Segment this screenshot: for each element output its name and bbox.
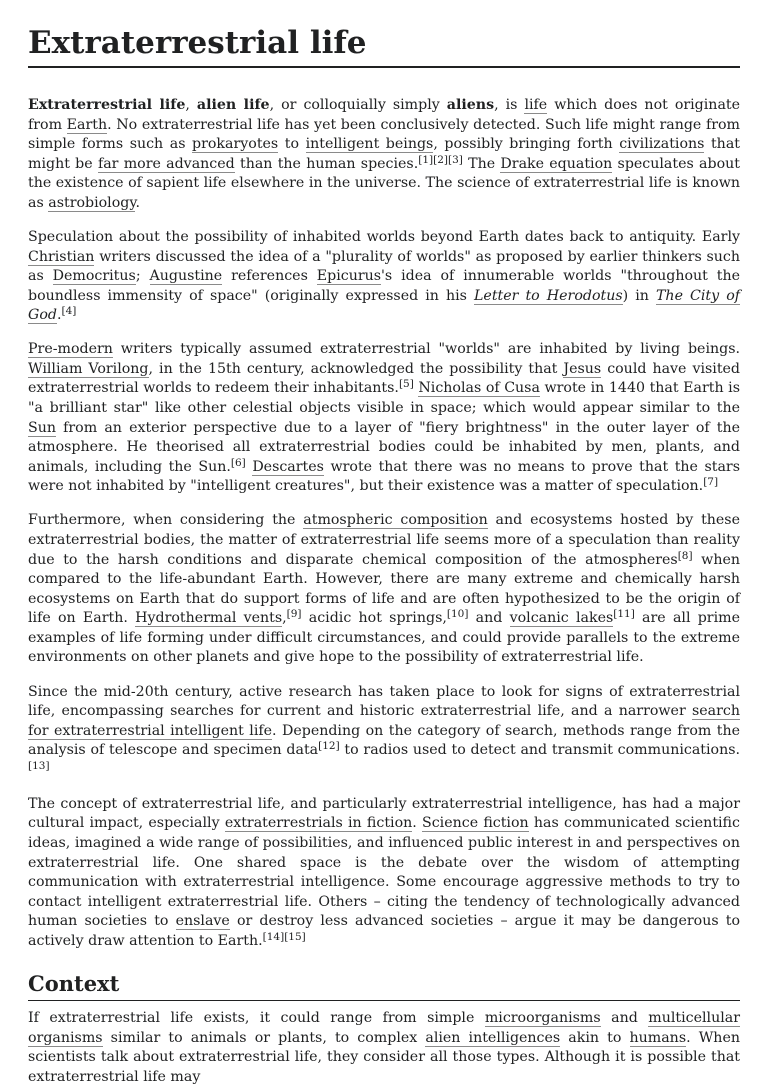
article-link[interactable]: intelligent beings [305,136,434,153]
reference-link[interactable]: [4] [61,305,77,318]
paragraph [28,1009,740,1087]
bold-term: alien life [196,97,270,113]
paragraph [28,228,740,326]
reference-link[interactable]: [9] [286,608,302,621]
text-run: . Depending on the category of search, methods range from the analysis of telescope and specimen data [28,722,740,759]
reference-link[interactable]: [6] [230,456,246,469]
reference-link[interactable]: [1] [418,153,434,166]
reference-link[interactable]: [12] [318,740,340,753]
text-run: are all prime examples of life forming under difficult circumstances, and could provide parallels to the extreme environments on other planets and give hope to the possibility of extraterrestrial life. [28,610,740,666]
text-run: than the human species. [234,155,419,172]
text-run: and [468,610,510,627]
text-run: and [600,1010,649,1027]
text-run: speculates about the existence of sapient life elsewhere in the universe. The science of extraterrestrial life is known as [28,155,740,211]
section-heading: Context [28,971,740,1001]
article-link[interactable]: search for extraterrestrial intelligent life [28,703,740,739]
text-run: 's idea of innumerable worlds "throughout the boundless immensity of space" (originally expressed in his [28,268,741,304]
text-run: The [462,155,501,172]
text-run: The concept of extraterrestrial life, and particularly extraterrestrial intelligence, has had a major cultural impact, especially [28,795,740,832]
text-run: . [412,815,423,832]
text-run: from an exterior perspective due to a layer of "fiery brightness" in the outer layer of the atmosphere. He theorised all extraterrestrial bodies could be inhabited by men, plants, and animals, including the Sun. [28,419,740,475]
text-run: when compared to the life-abundant Earth. However, there are many extreme and chemically harsh ecosystems on Earth that do support forms of life and are often hypothesized to be the origin of life on Earth. [28,551,740,627]
text-run: that might be [28,136,740,172]
article-link[interactable]: Christian [28,248,95,265]
article-link-italic[interactable]: The City of God [28,287,740,324]
article-link[interactable]: humans [629,1029,687,1046]
article-link[interactable]: alien intelligences [425,1029,561,1046]
article-link[interactable]: astrobiology [48,194,136,211]
text-run: has communicated scientific ideas, imagined a wide range of possibilities, and influenced public interest in and perspectives on extraterrestrial life. One shared space is the debate over the wisdom of attempting communication with extraterrestrial intelligence. Some encourage aggressive methods to try to contact intelligent extraterrestrial life. Others – citing the tendency of technologically advanced human societies to [28,815,740,930]
reference-link[interactable]: [7] [703,476,719,489]
text-run: to radios used to detect and transmit communications. [339,742,740,759]
text-run: , possibly bringing forth [433,136,620,153]
text-run: writers discussed the idea of a "plurality of worlds" as proposed by earlier thinkers such as [28,248,740,285]
article-link[interactable]: atmospheric composition [303,512,488,529]
text-run: to [278,136,306,153]
text-run: writers typically assumed extraterrestrial "worlds" are inhabited by living beings. [112,341,740,358]
article-link[interactable]: prokaryotes [192,136,279,153]
reference-link[interactable]: [11] [613,608,635,621]
article-link[interactable]: William Vorilong [28,360,149,377]
reference-link[interactable]: [3] [447,153,463,166]
article-link[interactable]: Drake equation [500,155,613,172]
paragraph [28,96,740,213]
article-link[interactable]: Pre-modern [28,341,113,358]
text-run: similar to animals or plants, to complex [102,1029,426,1046]
text-run: acidic hot springs, [301,610,447,627]
reference-link[interactable]: [10] [446,608,469,621]
article-link[interactable]: multicellular organisms [28,1010,740,1046]
text-run: . When scientists talk about extraterrestrial life, they consider all those types. Although it is possible that extraterrestrial life may [28,1029,740,1085]
article-link-italic[interactable]: Letter to Herodotus [474,287,623,304]
reference-link[interactable]: [2] [433,153,448,166]
article-link[interactable]: Science fiction [422,815,529,832]
text-run: , in the 15th century, acknowledged the possibility that [148,360,564,377]
article-page [28,0,740,1088]
text-run: , [282,610,287,627]
text-run: could have visited extraterrestrial worlds to redeem their inhabitants. [28,360,741,397]
text-run: Furthermore, when considering the [28,512,304,529]
article-link[interactable]: volcanic lakes [509,610,614,627]
reference-link[interactable]: [14] [262,930,285,943]
bold-term: aliens [446,97,495,113]
reference-link[interactable]: [8] [677,549,693,562]
article-link[interactable]: Hydrothermal vents [135,610,283,627]
article-link[interactable]: Jesus [563,360,602,377]
paragraph [28,511,740,667]
article-sections [28,971,740,1087]
article-link[interactable]: Descartes [252,458,324,475]
paragraph [28,683,740,781]
text-run: Speculation about the possibility of inhabited worlds beyond Earth dates back to antiquity. Early [28,228,740,245]
text-run: . No extraterrestrial life has yet been conclusively detected. Such life might range from simple forms such as [28,116,740,153]
text-run: and ecosystems hosted by these extraterrestrial bodies, the matter of extraterrestrial life seems more of a speculation than reality due to the harsh conditions and disparate chemical composition of the atmospheres [28,512,740,568]
text-run: ; [135,268,150,285]
text-run: If extraterrestrial life exists, it could range from simple [28,1010,485,1027]
text-run: references [222,268,317,285]
text-run: Since the mid-20th century, active research has taken place to look for signs of extraterrestrial life, encompassing searches for current and historic extraterrestrial life, and a narrower [28,683,740,720]
article-link[interactable]: microorganisms [484,1010,601,1027]
article-link[interactable]: Democritus [52,268,136,285]
reference-link[interactable]: [15] [284,930,306,943]
text-run: . [56,307,62,324]
page-title: Extraterrestrial life [28,0,740,68]
reference-link[interactable]: [13] [28,759,50,772]
article-link[interactable]: far more advanced [97,155,235,172]
text-run: or destroy less advanced societies – argue it may be dangerous to actively draw attention to Earth. [28,913,740,949]
text-run: , or colloquially simply [269,97,447,113]
article-link[interactable]: extraterrestrials in fiction [224,815,413,832]
article-link[interactable]: Nicholas of Cusa [418,380,540,397]
text-run: wrote in 1440 that Earth is "a brilliant star" like other celestial objects visible in space; which would appear similar to the [28,380,740,417]
paragraph [28,795,740,951]
article-link[interactable]: Sun [28,419,56,436]
text-run: which does not originate from [28,97,740,133]
text-run: akin to [560,1029,630,1046]
article-link[interactable]: enslave [175,913,230,930]
article-link[interactable]: life [524,97,548,113]
article-link[interactable]: Augustine [149,268,223,285]
article-body [28,96,740,1088]
article-link[interactable]: Earth [66,116,108,133]
reference-link[interactable]: [5] [398,378,414,391]
text-run: ) in [622,287,656,304]
article-link[interactable]: civilizations [619,136,705,153]
text-run: , is [494,97,525,113]
lead-section [28,96,740,951]
text-run: wrote that there was no means to prove that the stars were not inhabited by "intelligent creatures", but their existence was a matter of speculation. [28,458,740,495]
bold-term: Extraterrestrial life [28,97,186,113]
paragraph [28,340,740,496]
text-run: . [135,194,140,211]
article-link[interactable]: Epicurus [316,268,382,285]
text-run: , [185,97,197,113]
